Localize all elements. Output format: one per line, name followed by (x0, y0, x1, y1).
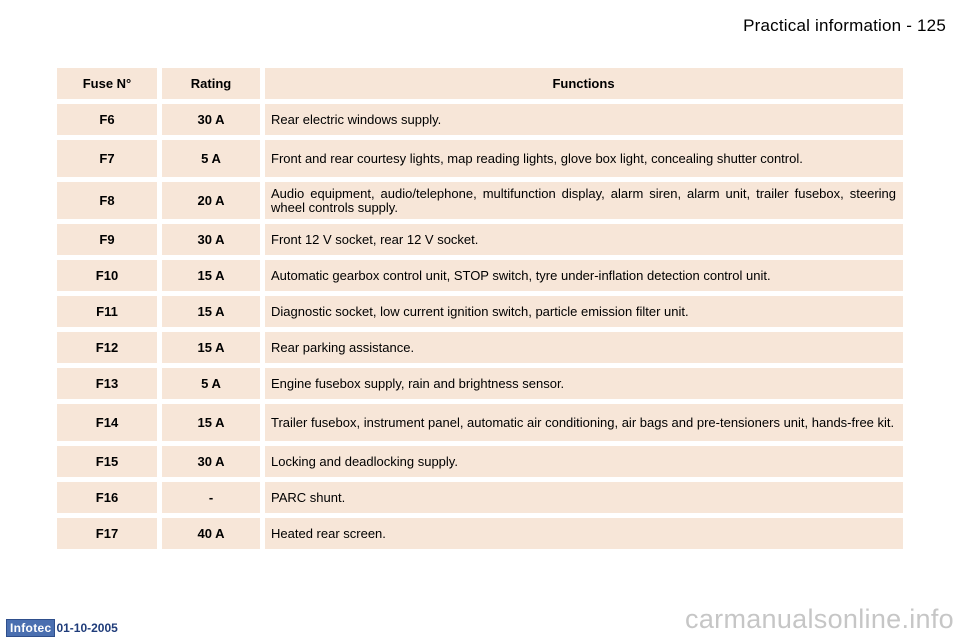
table-row (57, 296, 903, 327)
table-row (57, 404, 903, 441)
fuse-table (57, 68, 903, 554)
fuse-function (265, 404, 903, 441)
fuse-function (265, 518, 903, 549)
fuse-rating: - (162, 482, 260, 513)
fuse-function-text: Front 12 V socket, rear 12 V socket. (271, 231, 479, 247)
fuse-function-text: Diagnostic socket, low current ignition switch, particle emission filter unit. (271, 303, 689, 319)
fuse-rating: 30 A (162, 446, 260, 477)
fuse-function-text: Front and rear courtesy lights, map reading lights, glove box light, concealing shutter control. (271, 150, 803, 166)
fuse-rating: 30 A (162, 104, 260, 135)
table-header-row (57, 68, 903, 99)
fuse-function (265, 104, 903, 135)
fuse-number: F12 (57, 332, 157, 363)
fuse-rating: 15 A (162, 332, 260, 363)
fuse-function (265, 446, 903, 477)
fuse-rating: 15 A (162, 404, 260, 441)
fuse-number: F14 (57, 404, 157, 441)
fuse-function (265, 482, 903, 513)
fuse-function (265, 368, 903, 399)
fuse-number: F8 (57, 182, 157, 219)
edition-date: 01-10-2005 (56, 621, 118, 635)
watermark: carmanualsonline.info (685, 604, 954, 634)
fuse-number: F15 (57, 446, 157, 477)
footer (6, 619, 118, 637)
table-row (57, 482, 903, 513)
fuse-rating: 5 A (162, 368, 260, 399)
fuse-function-text: Rear parking assistance. (271, 339, 415, 355)
fuse-rating: 15 A (162, 296, 260, 327)
fuse-function-text: Heated rear screen. (271, 525, 386, 541)
fuse-function-text: Rear electric windows supply. (271, 111, 442, 127)
fuse-rating: 15 A (162, 260, 260, 291)
fuse-number: F13 (57, 368, 157, 399)
fuse-number: F10 (57, 260, 157, 291)
page-title: Practical information - 125 (743, 16, 946, 35)
fuse-function (265, 332, 903, 363)
fuse-function (265, 182, 903, 219)
fuse-rating: 5 A (162, 140, 260, 177)
fuse-function-text: Trailer fusebox, instrument panel, automatic air conditioning, air bags and pre-tensioners unit, hands-free kit. (271, 414, 895, 430)
table-row (57, 518, 903, 549)
fuse-function-text: Automatic gearbox control unit, STOP switch, tyre under-inflation detection control unit. (271, 267, 771, 283)
fuse-number: F11 (57, 296, 157, 327)
table-row (57, 332, 903, 363)
fuse-rating: 40 A (162, 518, 260, 549)
fuse-number: F6 (57, 104, 157, 135)
column-header-rating: Rating (162, 68, 260, 99)
infotec-logo: Infotec (6, 619, 55, 637)
fuse-number: F17 (57, 518, 157, 549)
fuse-function-text: PARC shunt. (271, 489, 346, 505)
table-row (57, 104, 903, 135)
fuse-function (265, 224, 903, 255)
column-header-functions: Functions (265, 68, 903, 99)
fuse-number: F7 (57, 140, 157, 177)
fuse-function (265, 260, 903, 291)
table-row (57, 368, 903, 399)
fuse-function-text: Locking and deadlocking supply. (271, 453, 458, 469)
table-row (57, 260, 903, 291)
fuse-number: F9 (57, 224, 157, 255)
table-row (57, 446, 903, 477)
fuse-rating: 20 A (162, 182, 260, 219)
table-row (57, 140, 903, 177)
fuse-number: F16 (57, 482, 157, 513)
fuse-function (265, 140, 903, 177)
column-header-fuse: Fuse N° (57, 68, 157, 99)
fuse-function-text: Engine fusebox supply, rain and brightness sensor. (271, 375, 565, 391)
fuse-function-text: Audio equipment, audio/telephone, multifunction display, alarm siren, alarm unit, trailer fusebox, steering wheel controls supply. (271, 185, 896, 215)
fuse-rating: 30 A (162, 224, 260, 255)
table-row (57, 224, 903, 255)
fuse-function (265, 296, 903, 327)
table-row (57, 182, 903, 219)
